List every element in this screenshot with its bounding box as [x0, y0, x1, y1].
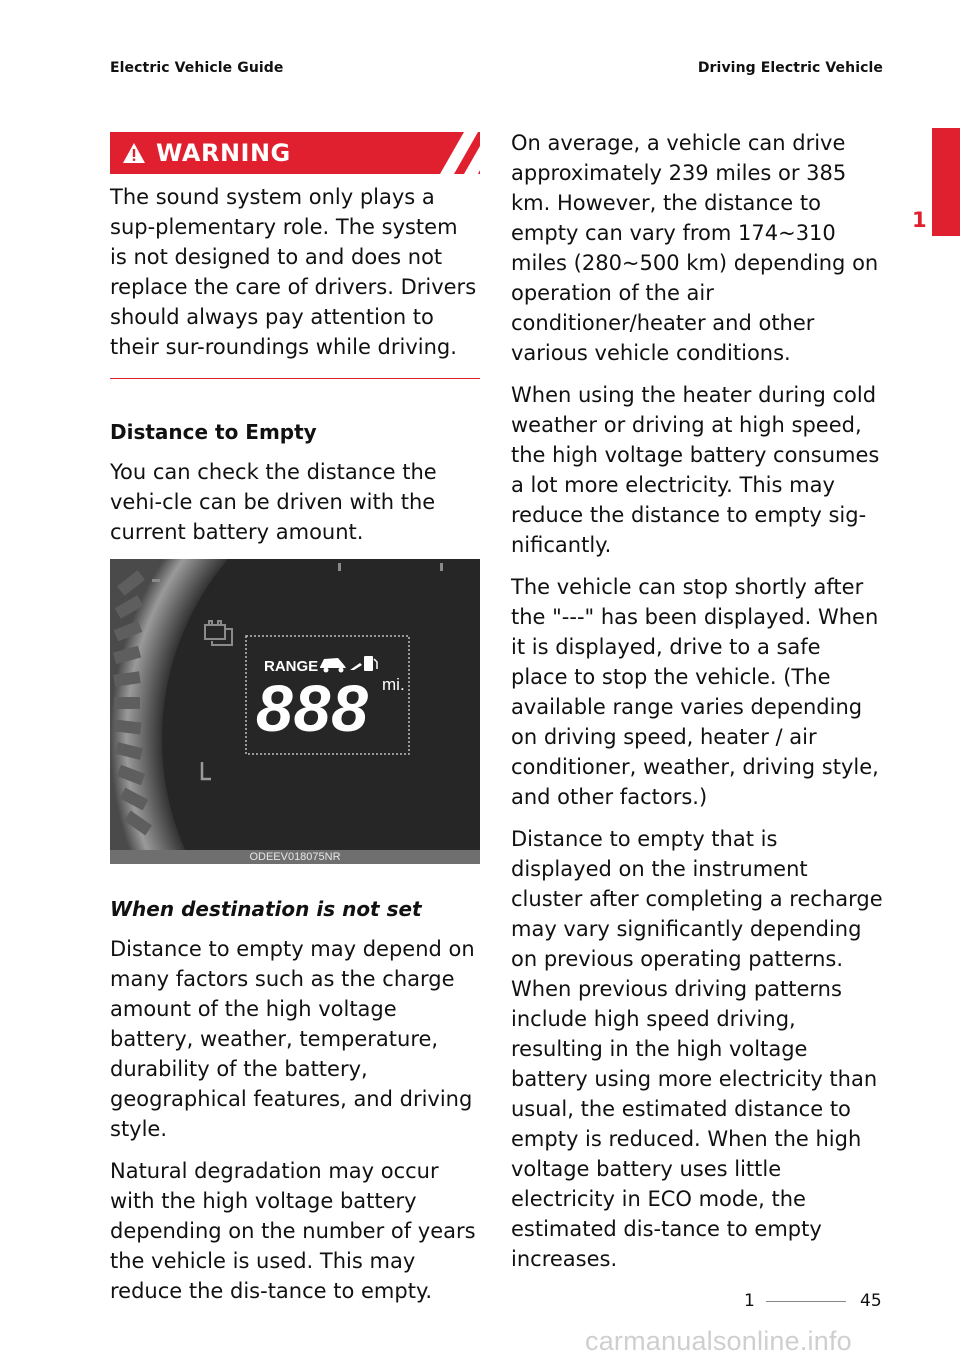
section-title: Distance to Empty	[110, 420, 317, 444]
instrument-cluster-illustration	[110, 559, 480, 864]
range-digits: 888	[256, 671, 368, 745]
subsection-paragraph-2: Natural degradation may occur with the high voltage battery depending on the number of years the vehicle is used. This may reduce the dis-tance to empty.	[110, 1159, 476, 1303]
chapter-tab	[932, 128, 960, 236]
chapter-tab-number: 1	[912, 208, 927, 232]
watermark: carmanualsonline.info	[585, 1326, 852, 1356]
instrument-cluster-figure	[110, 559, 480, 864]
subsection-paragraph-1: Distance to empty may depend on many factors such as the charge amount of the high voltage battery, weather, temperature, durability of the battery, geographical features, and driving style.	[110, 937, 475, 1141]
figure-caption: ODEEV018075NR	[110, 850, 480, 864]
right-column	[511, 128, 883, 1286]
warning-banner	[110, 132, 480, 174]
footer-divider	[766, 1301, 846, 1302]
range-unit: mi.	[382, 675, 405, 694]
warning-divider	[110, 378, 480, 379]
right-paragraph-1: On average, a vehicle can drive approximately 239 miles or 385 km. However, the distance to empty can vary from 174~310 miles (280~500 km) depending on operation of the air conditioner/heater and other various vehicle conditions.	[511, 131, 879, 365]
right-paragraph-4: Distance to empty that is displayed on the instrument cluster after completing a recharge may vary significantly depending on previous operating patterns. When previous driving patterns include high speed driving, resulting in the high voltage battery using more electricity than usual, the estimated distance to empty is reduced. When the high voltage battery uses little electricity in ECO mode, the estimated dis-tance to empty increases.	[511, 827, 883, 1271]
warning-title: WARNING	[156, 139, 291, 167]
running-header-left: Electric Vehicle Guide	[110, 60, 284, 76]
footer-chapter-number: 1	[744, 1291, 755, 1311]
subsection-title: When destination is not set	[110, 897, 422, 921]
charge-icon	[364, 656, 373, 671]
warning-text: The sound system only plays a sup-plementary role. The system is not designed to and does not replace the care of drivers. Drivers should always pay attention to their sur-roundings while driving.	[110, 185, 477, 359]
right-paragraph-2: When using the heater during cold weather or driving at high speed, the high voltage battery consumes a lot more electricity. This may reduce the distance to empty sig-nificantly.	[511, 383, 880, 557]
running-header-right: Driving Electric Vehicle	[697, 60, 883, 76]
warning-stripes	[420, 132, 480, 174]
section-intro: You can check the distance the vehi-cle can be driven with the current battery amount.	[110, 460, 437, 544]
right-paragraph-3: The vehicle can stop shortly after the "---" has been displayed. When it is displayed, drive to a safe place to stop the vehicle. (The available range varies depending on driving speed, heater / air conditioner, weather, driving style, and other factors.)	[511, 575, 879, 809]
range-label: RANGE	[264, 658, 319, 675]
left-column	[110, 132, 480, 1318]
page-number: 45	[860, 1291, 882, 1311]
warning-triangle-icon	[122, 141, 146, 165]
